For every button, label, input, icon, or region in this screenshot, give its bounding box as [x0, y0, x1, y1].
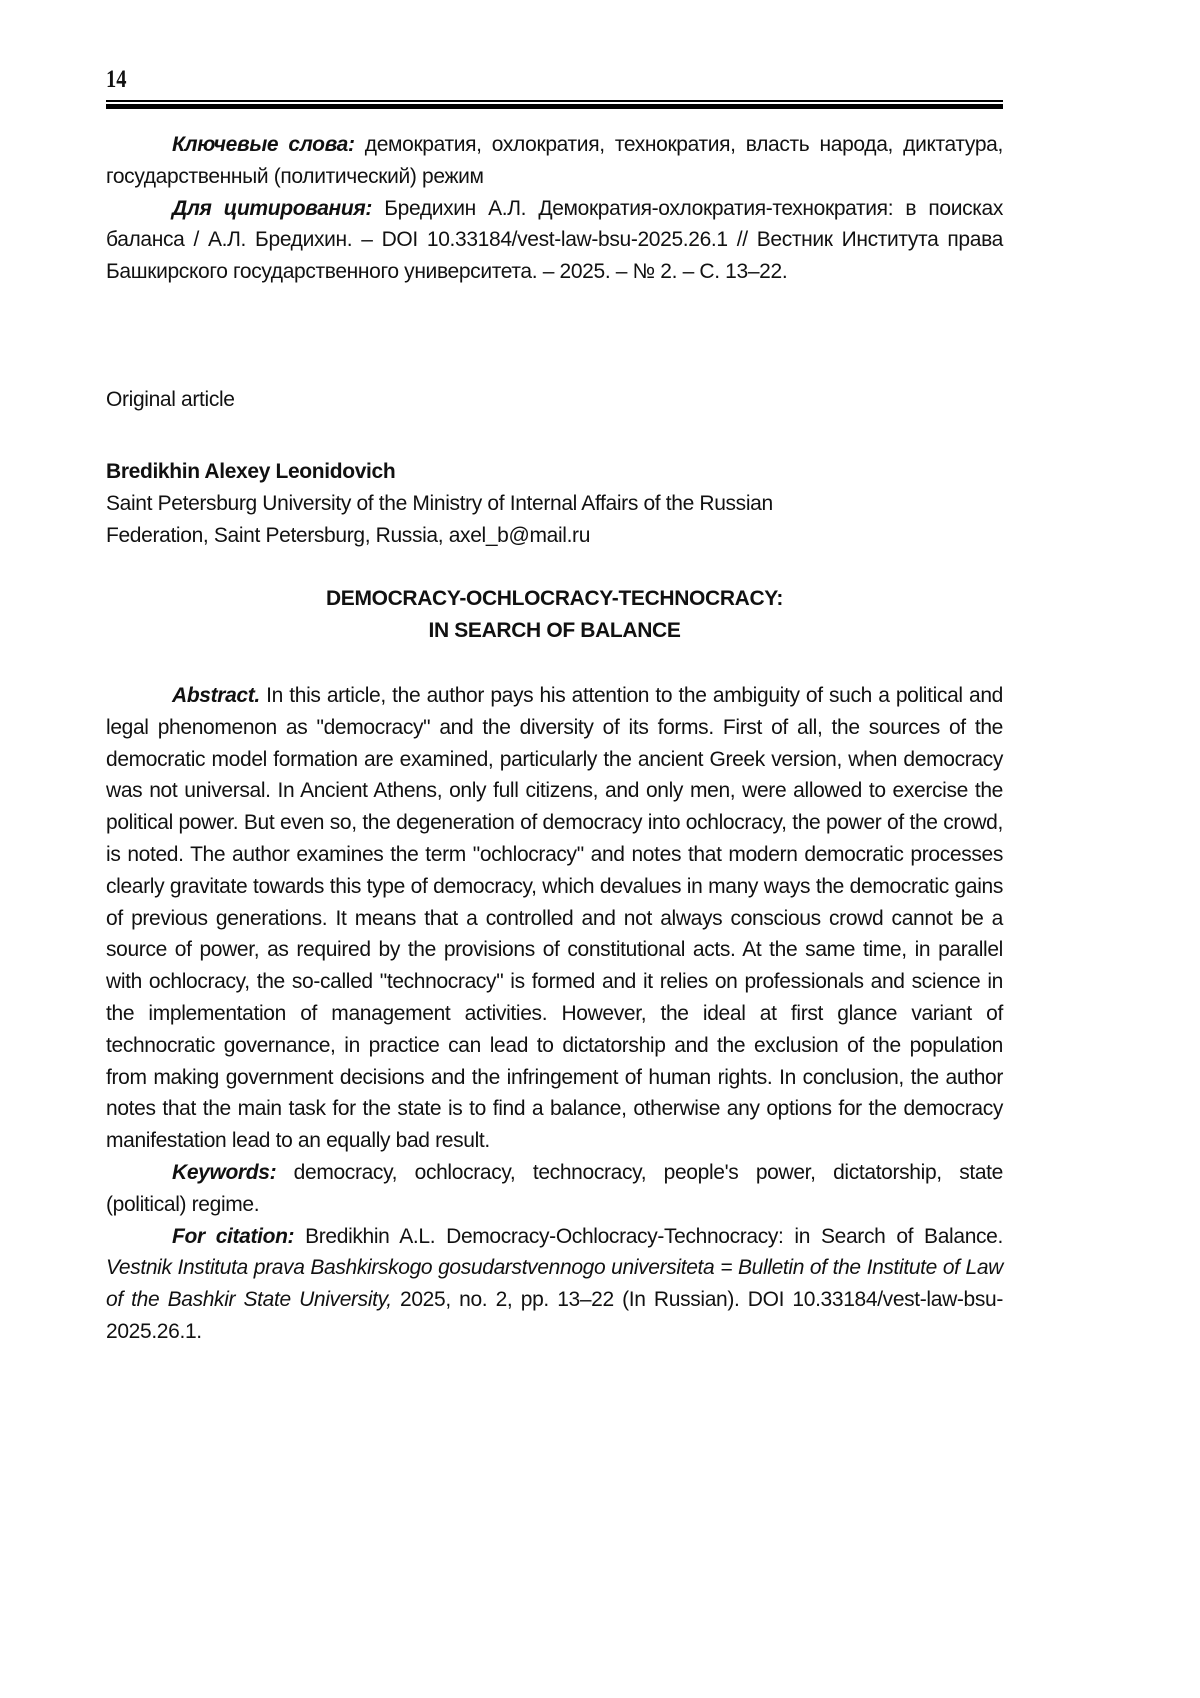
author-name: Bredikhin Alexey Leonidovich: [106, 460, 396, 483]
header-rule-thin: [106, 100, 1003, 102]
russian-citation-text: Бредихин А.Л. Демократия-охлократия-технократия: в поисках баланса / А.Л. Бредихин. – DOI 10.33184/vest-law-bsu-2025.26.1 // Вестник Института права Башкирского государственного университета. – 2025. – № 2. – С. 13–22.: [106, 196, 1003, 284]
article-title: [106, 583, 1003, 647]
russian-citation-label: Для цитирования:: [172, 196, 373, 220]
citation-text-1: Bredikhin A.L. Democracy-Ochlocracy-Technocracy: in Search of Balance.: [294, 1224, 1003, 1248]
citation: [106, 1221, 1003, 1348]
article-type: Original article: [106, 388, 235, 411]
keywords-label: Keywords:: [172, 1160, 277, 1184]
abstract-label: Abstract.: [172, 684, 260, 707]
russian-keywords-label: Ключевые слова:: [172, 133, 355, 156]
russian-keywords: [106, 129, 1003, 193]
author-affiliation-line2: Federation, Saint Petersburg, Russia, axel_b@mail.ru: [106, 523, 591, 547]
citation-text-2: 2025, no. 2, pp. 13–22 (In Russian). DOI 10.33184/vest-law-bsu-2025.26.1.: [106, 1288, 1003, 1343]
author-affiliation-line1: Saint Petersburg University of the Ministry of Internal Affairs of the Russian: [106, 491, 773, 515]
citation-journal: Vestnik Instituta prava Bashkirskogo gosudarstvennogo universiteta = Bulletin of the Institute of Law of the Bashkir State University,: [106, 1256, 1003, 1312]
author-block: [106, 456, 1003, 551]
abstract: [106, 680, 1003, 1157]
english-metadata: [106, 680, 1003, 1348]
russian-metadata: [106, 129, 1003, 288]
abstract-text: In this article, the author pays his attention to the ambiguity of such a political and legal phenomenon as "democracy" and the diversity of its forms. First of all, the sources of the democratic model formation are examined, particularly the ancient Greek version, when democracy was not universal. In Ancient Athens, only full citizens, and only men, were allowed to exercise the political power. But even so, the degeneration of democracy into ochlocracy, the power of the crowd, is noted. The author examines the term "ochlocracy" and notes that modern democratic processes clearly gravitate towards this type of democracy, which devalues in many ways the democratic gains of previous generations. It means that a controlled and not always conscious crowd cannot be a source of power, as required by the provisions of constitutional acts. At the same time, in parallel with ochlocracy, the so-called "technocracy" is formed and it relies on professionals and science in the implementation of management activities. However, the ideal at first glance variant of technocratic governance, in practice can lead to dictatorship and the exclusion of the population from making government decisions and the infringement of human rights. In conclusion, the author notes that the main task for the state is to find a balance, otherwise any options for the democracy manifestation lead to an equally bad result.: [106, 684, 1003, 1153]
russian-citation: [106, 193, 1003, 288]
keywords: [106, 1157, 1003, 1221]
russian-keywords-text: демократия, охлократия, технократия, власть народа, диктатура, государственный (политический) режим: [106, 133, 1003, 188]
citation-label: For citation:: [172, 1224, 295, 1248]
article-title-line2: IN SEARCH OF BALANCE: [428, 618, 681, 642]
article-title-line1: DEMOCRACY-OCHLOCRACY-TECHNOCRACY:: [325, 587, 784, 610]
keywords-text: democracy, ochlocracy, technocracy, people's power, dictatorship, state (political) regime.: [106, 1160, 1003, 1216]
page-number: 14: [106, 66, 127, 93]
header-rule-thick: [106, 104, 1003, 109]
